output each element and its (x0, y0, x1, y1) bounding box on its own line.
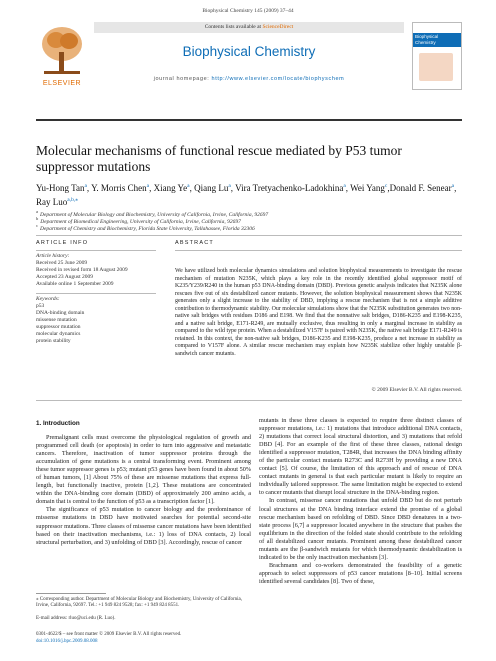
body-column-right (259, 417, 462, 586)
keywords-label: Keywords: (36, 296, 60, 302)
author-separator: , (149, 183, 154, 193)
abstract-heading: ABSTRACT (175, 240, 214, 246)
abstract-text: We have utilized both molecular dynamics simulations and solution biophysical measurements to investigate the rescue mechanism of mutation N235K, which plays a key role in the recently identified global suppressor motif of K235/Y239/R240 in the human p53 DNA-binding domain (DBD). Previous genetic analysis indicates that N235K alone rescues five out of six destabilized cancer mutants. However, the solution biophysical measurement shows that N235K generates only a slight increase to the stability of DBD, implying a rescue mechanism that is not a simple additive contribution to thermodynamic stability. Our molecular simulations show that the N235K substitution generates two non-native salt bridges with residues D186 and E198. We find that the nonnative salt bridges, D186-K235 and E198-K235, and a native salt bridge, E171-R249, are mutually exclusive, thus resulting in only a marginal increase in stability as compared to the wild type protein. When a destabilized V157F is paired with N235K, the native salt bridge E171-R249 is retained. In this context, the non-native salt bridges, D186-K235 and E198-K235, produce a net increase in stability as compared to V157F alone. A similar rescue mechanism may explain how N235K stabilize other highly unstable β-sandwich cancer mutants. (175, 268, 462, 358)
journal-cover-thumbnail (412, 22, 462, 90)
keyword: DNA-binding domain (36, 310, 85, 316)
publisher-logo-text: ELSEVIER (42, 80, 82, 87)
abstract-rule (36, 400, 462, 401)
author-name: Ray Luo (36, 196, 68, 207)
article-title: Molecular mechanisms of functional rescue mediated by P53 tumor suppressor mutations (36, 143, 402, 174)
paragraph: Brachmann and co-workers demonstrated the feasibility of a genetic approach to select suppressors of p53 cancer mutations [8–10]. Initial screens identified several candidates [8]. Two of these, (259, 561, 462, 585)
author-affiliation-marker[interactable]: a (146, 183, 150, 189)
affiliation-b: $^b$Department of Biomedical Engineering, University of California, Irvine, California, 92697 (36, 216, 241, 225)
journal-title: Biophysical Chemistry (182, 44, 316, 59)
contents-banner (94, 22, 404, 33)
author-separator: , (454, 183, 457, 193)
author-list (36, 181, 462, 208)
history-label: Article history: (36, 253, 70, 259)
abstract-copyright: © 2009 Elsevier B.V. All rights reserved. (371, 387, 462, 393)
elsevier-tree-logo (36, 22, 88, 78)
author-separator: , (86, 183, 92, 193)
affiliation-c: $^c$Department of Chemistry and Biochemistry, Florida State University, Tallahassee, Florida 32306 (36, 223, 255, 232)
author-affiliation-marker[interactable]: a (84, 183, 87, 189)
author-affiliation-marker[interactable]: a (343, 183, 346, 189)
author-affiliation-marker[interactable]: a,b,⁎ (67, 196, 78, 203)
homepage-prefix: journal homepage: (153, 76, 212, 82)
masthead-rule (36, 119, 462, 121)
history-online: Available online 1 September 2009 (36, 281, 114, 287)
author-affiliation-marker[interactable]: c (384, 183, 388, 189)
author-name: Yu-Hong Tan (36, 183, 85, 193)
footnote-email: E-mail address: rluo@uci.edu (R. Luo). (36, 616, 116, 621)
affiliation-rule (36, 235, 462, 236)
paragraph: In contrast, missense cancer mutations that unfold DBD but do not perturb local structures at the DNA binding interface extend the promise of a global rescue mechanism based on refolding of DBD. Since DBD denatures in a two-state process [6,7] a suppressor located anywhere in the structure that pushes the equilibrium in the direction of the folded state should contribute to the refolding of all destabilized cancer mutants. Prominent among these destabilized cancer mutants are the β-sandwich mutants for which thermodynamic destabilization is indicated to be the only inactivation mechanism [3]. (259, 497, 462, 561)
cover-title: Biophysical Chemistry (415, 34, 439, 45)
history-revised: Received in revised form 18 August 2009 (36, 267, 128, 273)
author-name: Y. Morris Chen (91, 183, 147, 193)
footnote-rule (36, 593, 106, 594)
doi-link[interactable]: doi:10.1016/j.bpc.2009.08.008 (36, 639, 98, 644)
contents-prefix: Contents lists available at (204, 24, 263, 30)
paragraph: The significance of p53 mutation to cancer biology and the predominance of missense mutations in DBD have motivated searches for potential second-site suppressor mutations. Three classes of missense cancer mutations have been identified based on their inactivation mechanisms, i.e.: 1) loss of DNA contacts, 2) local structural perturbation, and 3) unfolding of DBD [3]. Accordingly, rescue of cancer (36, 506, 251, 546)
sciencedirect-link[interactable]: ScienceDirect (262, 24, 294, 30)
keyword: suppressor mutation (36, 324, 81, 330)
history-received: Received 25 June 2009 (36, 260, 88, 266)
paragraph: mutants in these three classes is expected to require three distinct classes of suppressor mutations, i.e.: 1) mutations that introduce additional DNA contacts, 2) mutations that correct local structural distortion, and 3) mutations that refold DBD [4]. For an example of the first of these three classes, rational design identified a suppressor mutation, T284R, that increases the DNA binding affinity of the particular contact mutants R273C and R273H by providing a new DNA contact [5]. Of course, the limitation of this approach and of rescue of DNA contact mutants in general is that each particular mutant is likely to require an individually tailored suppressor. The same limitation might be expected to extend to cancer mutants that disrupt local structure in the DNA-binding region. (259, 417, 462, 497)
history-accepted: Accepted 23 August 2009 (36, 274, 93, 280)
keyword: molecular dynamics (36, 331, 81, 337)
section-heading-introduction: 1. Introduction (36, 420, 80, 427)
author-separator: , (189, 183, 195, 193)
running-head: Biophysical Chemistry 145 (2009) 37–44 (202, 8, 294, 14)
author-affiliation-marker[interactable]: a (228, 183, 231, 189)
article-history (36, 253, 156, 288)
author-affiliation-marker[interactable]: a (451, 183, 455, 189)
keyword: missense mutation (36, 317, 77, 323)
journal-homepage (94, 76, 404, 82)
author-affiliation-marker[interactable]: a (187, 183, 190, 189)
author-name: Vira Tretyachenko-Ladokhina (235, 183, 344, 193)
author-name: Xiang Ye (153, 183, 188, 193)
author-separator: , (345, 183, 351, 193)
keywords (36, 296, 156, 345)
paragraph: Premalignant cells must overcome the physiological regulation of growth and programmed cell death (or apoptosis) in order to turn into aggressive and metastatic cancers. Therefore, inactivation of tumor suppressor proteins through the accumulation of gene mutations is a central transforming event. Prominent among these tumor suppressor genes is p53; mutant p53 genes have been found in about 50% of human tumors, [1] About 75% of these are missense mutations that express full-length, but functionally inactive, protein [1,2]. These mutations are concentrated within the DNA-binding core domain (DBD) of approximately 200 amino acids, a domain that is central to the function of p53 as a transcription factor [1]. (36, 434, 251, 506)
author-separator: , (230, 183, 236, 193)
author-name: Qiang Lu (194, 183, 229, 193)
article-info-heading: ARTICLE INFO (36, 240, 89, 246)
cover-art (419, 53, 453, 81)
affiliation-a: $^a$Department of Molecular Biology and Biochemistry, University of California, Irvine, California, 92697 (36, 209, 269, 218)
homepage-url[interactable]: http://www.elsevier.com/locate/biophyschem (211, 76, 345, 82)
footnote-corresponding-author: ⁎ Corresponding author. Department of Molecular Biology and Biochemistry, University of California, Irvine, California, 92697. Tel.: +1 949 824 9528; fax: +1 949 824 8551. (36, 597, 243, 609)
author-separator: , (387, 183, 390, 193)
body-column-left (36, 434, 251, 547)
author-name: Wei Yang (350, 183, 385, 193)
author-name: Donald F. Senear (389, 183, 452, 193)
journal-masthead (36, 22, 462, 92)
issn-line: 0301-4622/$ – see front matter © 2009 Elsevier B.V. All rights reserved. (36, 632, 182, 637)
keyword: protein stability (36, 338, 71, 344)
keyword: p53 (36, 303, 45, 309)
